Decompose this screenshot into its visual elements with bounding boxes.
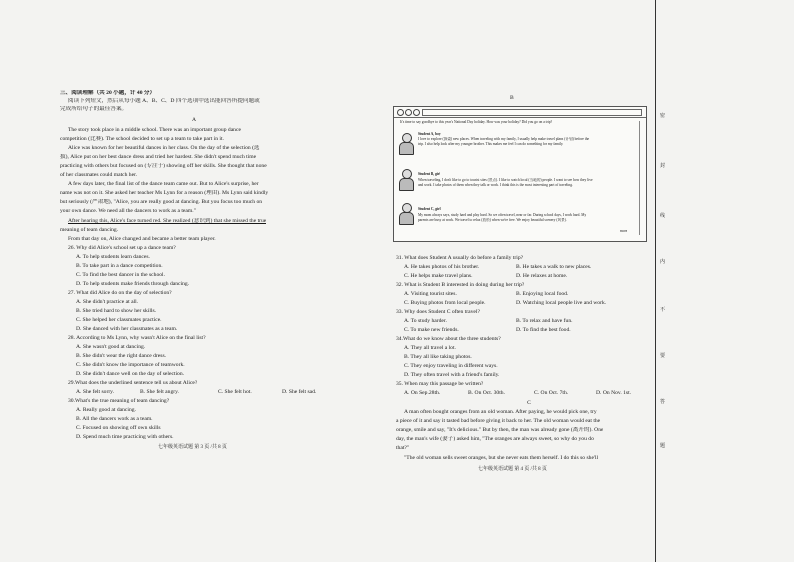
question-30: 30.What's the true meaning of team dancing? bbox=[68, 398, 170, 404]
margin-char: 要 bbox=[660, 354, 666, 359]
margin-char: 内 bbox=[660, 260, 666, 265]
option-31-a: A. He takes photos of his brother. bbox=[404, 264, 480, 270]
margin-char: 题 bbox=[660, 444, 666, 449]
option-31-d: D. He relaxes at home. bbox=[516, 273, 568, 279]
passage-c-line: that?" bbox=[396, 445, 410, 451]
option-34-c: C. They enjoy traveling in different ways. bbox=[404, 363, 498, 369]
passage-line: practicing with others but focused on (专注于) showing off her skills. She thought that none bbox=[60, 163, 267, 169]
option-32-c: C. Buying photos from local people. bbox=[404, 300, 486, 306]
browser-prompt: It's time to say goodbye to this year's National Day holiday. How was your holiday? Did you go on a trip? bbox=[400, 120, 553, 124]
underlined-sentence: After hearing this, Alice's face turned red. She realized (意识到) that she missed the true bbox=[68, 218, 267, 224]
passage-c-line: "The old woman sells sweet oranges, but she never eats them herself. I do this so she'll bbox=[404, 455, 599, 461]
option-33-d: D. To find the best food. bbox=[516, 327, 571, 333]
option-31-b: B. He takes a walk to new places. bbox=[516, 264, 592, 270]
option-34-b: B. They all like taking photos. bbox=[404, 354, 472, 360]
question-32: 32. What is Student B interested in doing during her trip? bbox=[396, 282, 525, 288]
margin-char: 封 bbox=[660, 164, 666, 169]
option-32-b: B. Enjoying local food. bbox=[516, 291, 569, 297]
option-33-a: A. To study harder. bbox=[404, 318, 447, 324]
passage-line: of her classmates could match her. bbox=[60, 172, 138, 178]
passage-c-line: day, the man's wife (妻子) asked him, "The oranges are always sweet, so why do you do bbox=[396, 436, 594, 442]
option-31-c: C. He helps make travel plans. bbox=[404, 273, 473, 279]
passage-c-line: a piece of it and say it tasted bad before giving it back to her. The old woman would eat the bbox=[396, 418, 601, 424]
option-29-d: D. She felt sad. bbox=[282, 389, 317, 395]
margin-char: 密 bbox=[660, 114, 666, 119]
option-34-d: D. They often travel with a friend's family. bbox=[404, 372, 500, 378]
question-35: 35. When may this passage be written? bbox=[396, 381, 484, 387]
question-27: 27. What did Alice do on the day of selection? bbox=[68, 290, 172, 296]
option-26-d: D. To help students make friends through dancing. bbox=[76, 281, 190, 287]
student-a-name: Student A, boy bbox=[418, 132, 441, 136]
left-page bbox=[60, 0, 328, 562]
option-27-d: D. She danced with her classmates as a team. bbox=[76, 326, 178, 332]
question-26: 26. Why did Alice's school set up a dance team? bbox=[68, 245, 176, 251]
passage-line: A few days later, the final list of the dance team came out. But to Alice's surprise, her bbox=[68, 181, 259, 187]
instruction-line: 阅读下列短文，然后从每小题 A、B、C、D 四个选项中选出能回答所提问题或 bbox=[68, 98, 260, 104]
student-b-name: Student B, girl bbox=[418, 172, 441, 176]
option-30-c: C. Focused on showing off own skills bbox=[76, 425, 161, 431]
passage-line: meaning of team dancing. bbox=[60, 227, 119, 233]
passage-line: From that day on, Alice changed and became a better team player. bbox=[68, 236, 216, 242]
passage-line: The story took place in a middle school. There was an important group dance bbox=[68, 127, 241, 133]
passage-c-line: A man often bought oranges from an old woman. After paying, he would pick one, try bbox=[404, 409, 597, 415]
question-33: 33. Why does Student C often travel? bbox=[396, 309, 480, 315]
option-29-c: C. She felt hot. bbox=[218, 389, 252, 395]
option-28-a: A. She wasn't good at dancing. bbox=[76, 344, 146, 350]
margin-char: 不 bbox=[660, 308, 666, 313]
option-27-a: A. She didn't practice at all. bbox=[76, 299, 139, 305]
question-28: 28. According to Ms Lynn, why wasn't Alice on the final list? bbox=[68, 335, 206, 341]
right-page bbox=[396, 0, 662, 562]
option-33-b: B. To relax and have fun. bbox=[516, 318, 573, 324]
option-27-c: C. She helped her classmates practice. bbox=[76, 317, 162, 323]
option-26-b: B. To take part in a dance competition. bbox=[76, 263, 163, 269]
passage-line: name was not on it. She asked her teacher Ms Lynn for a reason (理由). Ms Lynn said kindly bbox=[60, 190, 269, 196]
passage-a-label: A bbox=[191, 117, 197, 123]
option-29-b: B. She felt angry. bbox=[140, 389, 179, 395]
passage-line: your own dance. We need all the dancers to work as a team." bbox=[60, 208, 196, 214]
option-28-b: B. She didn't wear the right dance dress. bbox=[76, 353, 167, 359]
passage-c-line: orange, smile and say, "It's delicious." But by then, the man was already gone (离开的). One bbox=[396, 427, 604, 433]
instruction-line: 完成所给句子的最佳答案。 bbox=[60, 106, 128, 112]
passage-line: Alice was known for her beautiful dances in her class. On the day of the selection (选 bbox=[68, 145, 260, 151]
option-32-a: A. Visiting tourist sites. bbox=[404, 291, 457, 297]
question-29: 29.What does the underlined sentence tell us about Alice? bbox=[68, 380, 198, 386]
option-34-a: A. They all travel a lot. bbox=[404, 345, 456, 351]
passage-b-label: B bbox=[510, 95, 514, 101]
student-b-text: and work. I take photos of them when they talk or work. I think this is the most interesting part of traveling. bbox=[418, 183, 573, 187]
passage-line: but seriously (严肃地), "Alice, you are really good at dancing. But you focus too much on bbox=[60, 199, 263, 205]
page-footer-4: 七年级英语试题 第 4 页 /共 8 页 bbox=[478, 467, 547, 472]
option-35-c: C. On Oct. 7th. bbox=[534, 390, 569, 396]
option-28-c: C. She didn't know the importance of teamwork. bbox=[76, 362, 185, 368]
student-b-text: When traveling, I don't like to go to tourist sites (景点). I like to watch local (当地的) people. I want to see how they live bbox=[418, 178, 593, 182]
passage-line: 拔), Alice put on her best dance dress and tried her hardest. She didn't spend much time bbox=[60, 154, 257, 160]
option-33-c: C. To make new friends. bbox=[404, 327, 459, 333]
option-26-c: C. To find the best dancer in the school. bbox=[76, 272, 165, 278]
question-31: 31. What does Student A usually do before a family trip? bbox=[396, 255, 524, 261]
student-c-text: parents are busy at work. We travel to relax (放松) when we're free. We enjoy beautiful scenery (风景). bbox=[418, 218, 567, 222]
option-28-d: D. She didn't dance well on the day of selection. bbox=[76, 371, 185, 377]
option-30-a: A. Really good at dancing. bbox=[76, 407, 136, 413]
option-32-d: D. Watching local people live and work. bbox=[516, 300, 607, 306]
option-30-b: B. All the dancers work as a team. bbox=[76, 416, 153, 422]
option-29-a: A. She felt sorry. bbox=[76, 389, 115, 395]
page-footer-3: 七年级英语试题 第 3 页 /共 8 页 bbox=[158, 445, 227, 450]
question-34: 34.What do we know about the three students? bbox=[396, 336, 501, 342]
option-35-b: B. On Oct. 30th. bbox=[468, 390, 505, 396]
option-30-d: D. Spend much time practicing with others. bbox=[76, 434, 174, 440]
binding-line bbox=[655, 0, 656, 562]
student-a-text: trip. I also help look after my younger brother. This makes me feel I can do something for my family. bbox=[418, 142, 564, 146]
margin-char: 线 bbox=[660, 214, 666, 219]
more-label: more bbox=[620, 229, 628, 233]
section-title: 三、阅读理解（共 20 小题，计 40 分） bbox=[60, 90, 156, 96]
student-a-text: I love to explore (探索) new places. When traveling with my family, I usually help make travel plans (计划) before the bbox=[418, 137, 590, 141]
margin-char: 答 bbox=[660, 400, 666, 405]
student-c-name: Student C, girl bbox=[418, 207, 441, 211]
student-c-text: My mom always says, study hard and play hard. So we often travel, near or far. During school days, I work hard. My bbox=[418, 213, 587, 217]
option-35-d: D. On Nov. 1st. bbox=[596, 390, 632, 396]
option-26-a: A. To help students learn dances. bbox=[76, 254, 150, 260]
option-35-a: A. On Sep.28th. bbox=[404, 390, 441, 396]
option-27-b: B. She tried hard to show her skills. bbox=[76, 308, 157, 314]
passage-c-label: C bbox=[527, 400, 531, 406]
passage-line: competition (比赛). The school decided to set up a team to take part in it. bbox=[60, 136, 224, 142]
